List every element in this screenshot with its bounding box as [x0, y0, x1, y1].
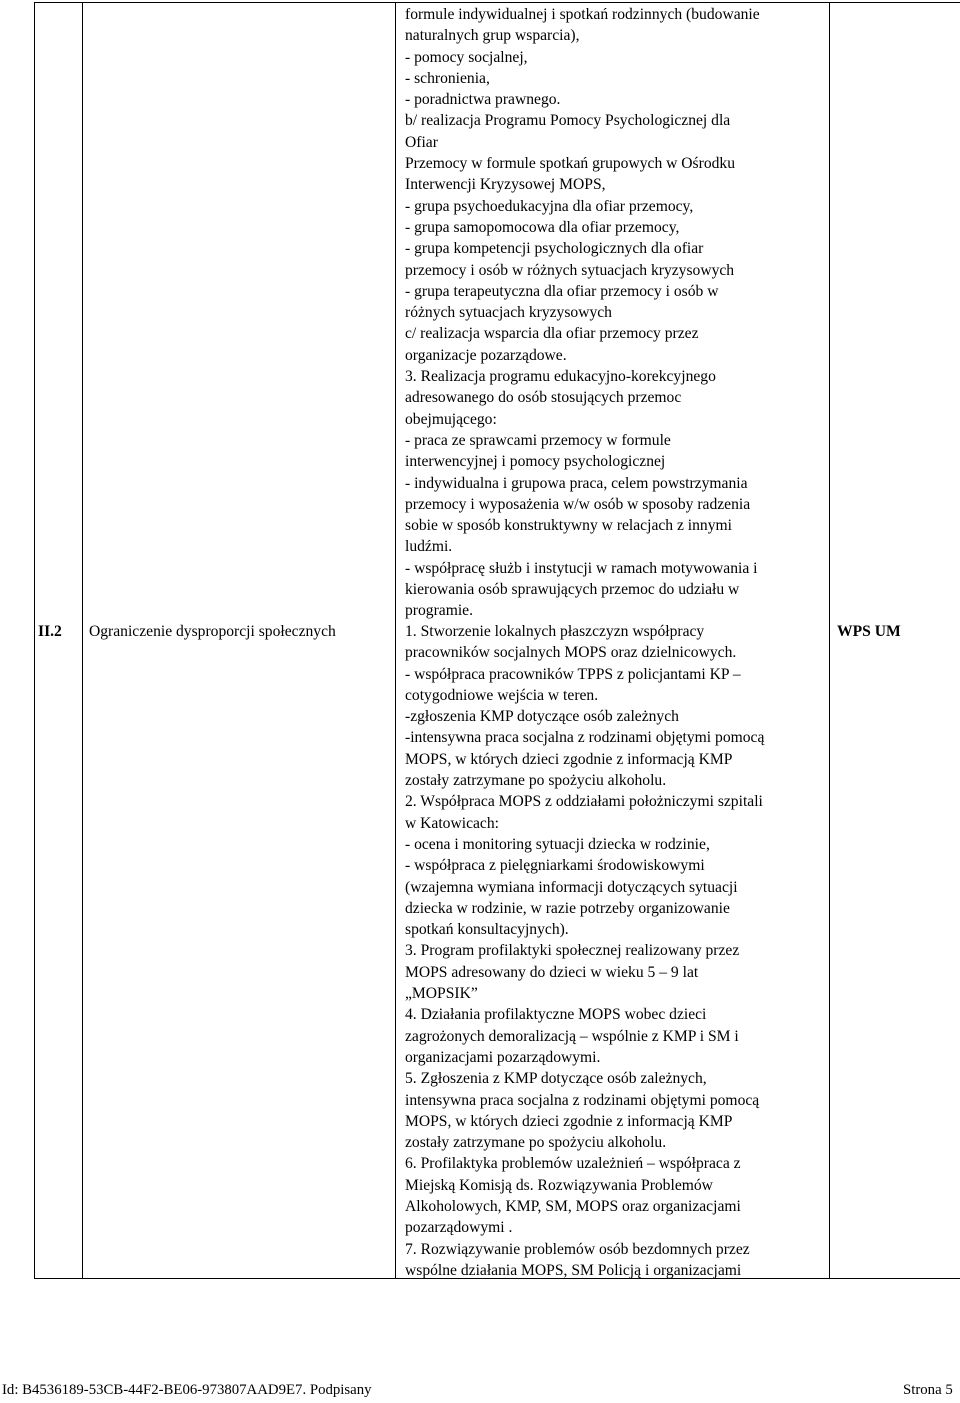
row1-content-line: 3. Realizacja programu edukacyjno-korekcyjnego [405, 368, 716, 386]
row1-content-line: - pomocy socjalnej, [405, 48, 528, 66]
row2-content-line: - współpraca z pielęgniarkami środowiskowymi [405, 857, 705, 875]
row2-content-line: intensywna praca socjalna z rodzinami objętymi pomocą [405, 1091, 760, 1109]
table-divider-task [395, 2, 396, 1279]
row2-content-line: MOPS, w których dzieci zgodnie z informacją KMP [405, 1112, 733, 1130]
row2-content-line: wspólne działania MOPS, SM Policją i organizacjami [405, 1261, 742, 1279]
row2-content-line: 7. Rozwiązywanie problemów osób bezdomnych przez [405, 1240, 750, 1258]
row2-content-line: pracowników socjalnych MOPS oraz dzielnicowych. [405, 644, 737, 662]
row1-content-line: Interwencji Kryzysowej MOPS, [405, 176, 606, 194]
row2-content-line: zagrożonych demoralizacją – wspólnie z KMP i SM i [405, 1027, 739, 1045]
row1-content-line: - poradnictwa prawnego. [405, 91, 561, 109]
row2-content-line: 2. Współpraca MOPS z oddziałami położniczymi szpitali [405, 793, 763, 811]
row2-content-line: 1. Stworzenie lokalnych płaszczyzn współpracy [405, 623, 705, 640]
row1-content-line: różnych sytuacjach kryzysowych [405, 304, 612, 322]
row1-content-line: c/ realizacja wsparcia dla ofiar przemocy przez [405, 325, 699, 343]
row2-content-line: zostały zatrzymane po spożyciu alkoholu. [405, 1134, 667, 1152]
table-divider-content [829, 2, 830, 1279]
row2-content-line: Alkoholowych, KMP, SM, MOPS oraz organizacjami [405, 1198, 741, 1216]
row1-content-line: Ofiar [405, 133, 438, 151]
table-border-top [34, 2, 960, 3]
row2-responsible: WPS UM [837, 623, 901, 640]
row2-content-line: w Katowicach: [405, 814, 499, 832]
row1-content-line: naturalnych grup wsparcia), [405, 27, 580, 45]
row2-content-line: cotygodniowe wejścia w teren. [405, 686, 599, 704]
row1-content-line: Przemocy w formule spotkań grupowych w Ośrodku [405, 155, 736, 173]
row1-content-line: formule indywidualnej i spotkań rodzinnych (budowanie [405, 6, 760, 23]
row2-content-lines [405, 621, 764, 1281]
row1-content-line: - praca ze sprawcami przemocy w formule [405, 431, 671, 449]
row1-content-line: obejmującego: [405, 410, 497, 428]
row1-content-line: - grupa psychoedukacyjna dla ofiar przemocy, [405, 197, 694, 215]
row1-content-line: przemocy i osób w różnych sytuacjach kryzysowych [405, 261, 735, 279]
row2-task: Ograniczenie dysproporcji społecznych [89, 623, 336, 640]
row2-content-line: zostały zatrzymane po spożyciu alkoholu. [405, 772, 667, 790]
row2-content-line: pozarządowymi . [405, 1219, 513, 1237]
row1-content-line: - indywidualna i grupowa praca, celem powstrzymania [405, 474, 748, 492]
row2-content-cell [405, 621, 764, 1281]
row2-content-line: (wzajemna wymiana informacji dotyczących sytuacji [405, 878, 738, 896]
row1-content-line: sobie w sposób konstruktywny w relacjach z innymi [405, 517, 732, 535]
row2-content-line: dziecka w rodzinie, w razie potrzeby organizowanie [405, 899, 730, 917]
row2-content-line: 4. Działania profilaktyczne MOPS wobec dzieci [405, 1006, 707, 1024]
row1-content-line: - grupa kompetencji psychologicznych dla ofiar [405, 240, 704, 258]
row2-content-line: MOPS, w których dzieci zgodnie z informacją KMP [405, 750, 733, 768]
row1-content-line: - grupa terapeutyczna dla ofiar przemocy i osób w [405, 282, 719, 300]
row1-content-line: interwencyjnej i pomocy psychologicznej [405, 453, 666, 471]
table-border-left [34, 2, 35, 1279]
row1-content-line: programie. [405, 602, 473, 620]
row2-content-line: - ocena i monitoring sytuacji dziecka w rodzinie, [405, 835, 710, 853]
table-divider-number [82, 2, 83, 1279]
row2-content-line: - współpraca pracowników TPPS z policjantami KP – [405, 665, 741, 683]
row1-content-cell [405, 4, 760, 622]
row2-content-line: 5. Zgłoszenia z KMP dotyczące osób zależnych, [405, 1070, 707, 1088]
row1-content-line: ludźmi. [405, 538, 453, 556]
row2-content-line: organizacjami pozarządowymi. [405, 1048, 601, 1066]
footer-document-id: Id: B4536189-53CB-44F2-BE06-973807AAD9E7. Podpisany [2, 1382, 372, 1398]
row2-content-line: „MOPSIK” [405, 985, 478, 1003]
row1-content-line: organizacje pozarządowe. [405, 346, 567, 364]
row2-content-line: -intensywna praca socjalna z rodzinami objętymi pomocą [405, 729, 765, 747]
row1-content-line: - grupa samopomocowa dla ofiar przemocy, [405, 218, 680, 236]
row1-content-line: adresowanego do osób stosujących przemoc [405, 389, 682, 407]
row2-content-line: MOPS adresowany do dzieci w wieku 5 – 9 lat [405, 963, 699, 981]
row2-content-line: 3. Program profilaktyki społecznej realizowany przez [405, 942, 740, 960]
row1-content-line: b/ realizacja Programu Pomocy Psychologicznej dla [405, 112, 731, 130]
row1-content-line: - schronienia, [405, 69, 490, 87]
row1-content-line: - współpracę służb i instytucji w ramach motywowania i [405, 559, 758, 577]
row2-number: II.2 [38, 623, 62, 640]
row2-content-line: -zgłoszenia KMP dotyczące osób zależnych [405, 708, 679, 726]
row2-content-line: spotkań konsultacyjnych). [405, 921, 569, 939]
row2-content-line: Miejską Komisją ds. Rozwiązywania Problemów [405, 1176, 713, 1194]
row1-content-line: kierowania osób sprawujących przemoc do udziału w [405, 581, 740, 599]
footer-page-number: Strona 5 [903, 1382, 953, 1398]
row2-content-line: 6. Profilaktyka problemów uzależnień – współpraca z [405, 1155, 741, 1173]
row1-content-lines [405, 4, 760, 622]
row1-content-line: przemocy i wyposażenia w/w osób w sposoby radzenia [405, 495, 751, 513]
